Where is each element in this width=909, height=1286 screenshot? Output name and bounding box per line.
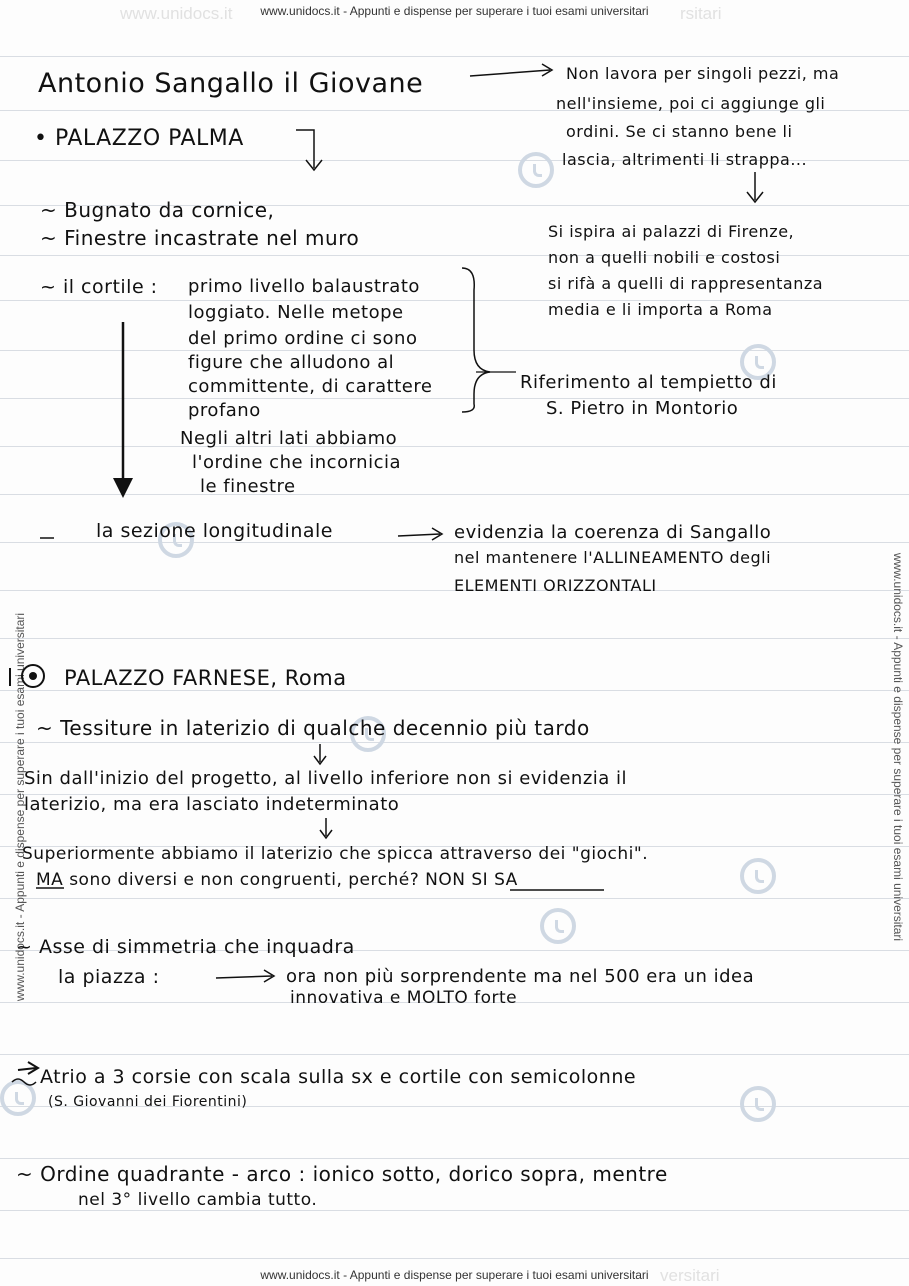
side-note2-line: si rifà a quelli di rappresentanza [548, 274, 824, 293]
riferimento-line: Riferimento al tempietto di [520, 372, 777, 393]
watermark-top: www.unidocs.it - Appunti e dispense per superare i tuoi esami universitari [260, 4, 649, 18]
farnese-line: nel 3° livello cambia tutto. [78, 1190, 318, 1210]
cortile-line: figure che alludono al [188, 352, 395, 373]
watermark-bottom: www.unidocs.it - Appunti e dispense per superare i tuoi esami universitari [260, 1268, 649, 1282]
farnese-line: Atrio a 3 corsie con scala sulla sx e cortile con semicolonne [40, 1066, 637, 1088]
ruled-line [0, 638, 909, 639]
cortile-line: primo livello balaustrato [188, 276, 420, 297]
side-note-line: ordini. Se ci stanno bene li [566, 122, 793, 141]
farnese-line: Sin dall'inizio del progetto, al livello inferiore non si evidenzia il [24, 768, 628, 789]
unidocs-logo-icon [740, 858, 776, 894]
subheading-palazzo-palma: • PALAZZO PALMA [34, 126, 244, 151]
watermark-right: www.unidocs.it - Appunti e dispense per superare i tuoi esami universitari [891, 552, 905, 942]
cortile-line: le finestre [200, 476, 296, 497]
cortile-line: profano [188, 400, 261, 421]
side-note-line: lascia, altrimenti li strappa... [562, 150, 808, 169]
ruled-line [0, 398, 909, 399]
unidocs-logo-icon [540, 908, 576, 944]
riferimento-line: S. Pietro in Montorio [546, 398, 739, 419]
cortile-line: del primo ordine ci sono [188, 328, 418, 349]
sezione-line: ELEMENTI ORIZZONTALI [454, 576, 657, 595]
main-heading: Antonio Sangallo il Giovane [38, 68, 424, 99]
farnese-line: ~ Tessiture in laterizio di qualche decennio più tardo [36, 716, 590, 740]
unidocs-logo-icon [518, 152, 554, 188]
side-note2-line: media e li importa a Roma [548, 300, 773, 319]
ruled-line [0, 690, 909, 691]
watermark-left: www.unidocs.it - Appunti e dispense per superare i tuoi esami universitari [13, 612, 27, 1002]
unidocs-logo-icon [740, 1086, 776, 1122]
farnese-line: ~ Ordine quadrante - arco : ionico sotto, dorico sopra, mentre [16, 1162, 668, 1186]
ruled-line [0, 1258, 909, 1259]
farnese-line: laterizio, ma era lasciato indeterminato [24, 794, 400, 815]
cortile-line: Negli altri lati abbiamo [180, 428, 398, 449]
sezione-label: la sezione longitudinale [96, 520, 333, 542]
ruled-line [0, 56, 909, 57]
ruled-line [0, 742, 909, 743]
cortile-line: committente, di carattere [188, 376, 433, 397]
watermark-ghost: rsitari [680, 4, 722, 23]
sezione-line: evidenzia la coerenza di Sangallo [454, 522, 772, 543]
ruled-line [0, 1210, 909, 1211]
cortile-line: loggiato. Nelle metope [188, 302, 404, 323]
farnese-line: MA sono diversi e non congruenti, perché? NON SI SA [36, 870, 518, 890]
farnese-line: ora non più sorprendente ma nel 500 era un idea [286, 966, 755, 987]
list-item: ~ Bugnato da cornice, [40, 198, 275, 222]
watermark-ghost: www.unidocs.it [120, 4, 233, 23]
palazzo-farnese-heading: PALAZZO FARNESE, Roma [64, 666, 347, 690]
farnese-line: innovativa e MOLTO forte [290, 988, 518, 1008]
ruled-line [0, 300, 909, 301]
ruled-line [0, 446, 909, 447]
watermark-ghost: versitari [660, 1266, 720, 1285]
farnese-line: ~ Asse di simmetria che inquadra [16, 936, 355, 958]
sezione-line: nel mantenere l'ALLINEAMENTO degli [454, 548, 772, 567]
cortile-line: l'ordine che incornicia [192, 452, 402, 473]
farnese-line: Superiormente abbiamo il laterizio che spicca attraverso dei "giochi". [22, 844, 649, 864]
list-item: ~ Finestre incastrate nel muro [40, 226, 360, 250]
cortile-label: ~ il cortile : [40, 276, 158, 298]
side-note-line: Non lavora per singoli pezzi, ma [566, 64, 840, 83]
side-note-line: nell'insieme, poi ci aggiunge gli [556, 94, 826, 113]
ruled-line [0, 1054, 909, 1055]
ruled-line [0, 494, 909, 495]
farnese-line: la piazza : [58, 966, 160, 988]
ruled-line [0, 1158, 909, 1159]
farnese-line: (S. Giovanni dei Fiorentini) [48, 1094, 248, 1110]
side-note2-line: non a quelli nobili e costosi [548, 248, 781, 267]
side-note2-line: Si ispira ai palazzi di Firenze, [548, 222, 795, 241]
ruled-line [0, 898, 909, 899]
